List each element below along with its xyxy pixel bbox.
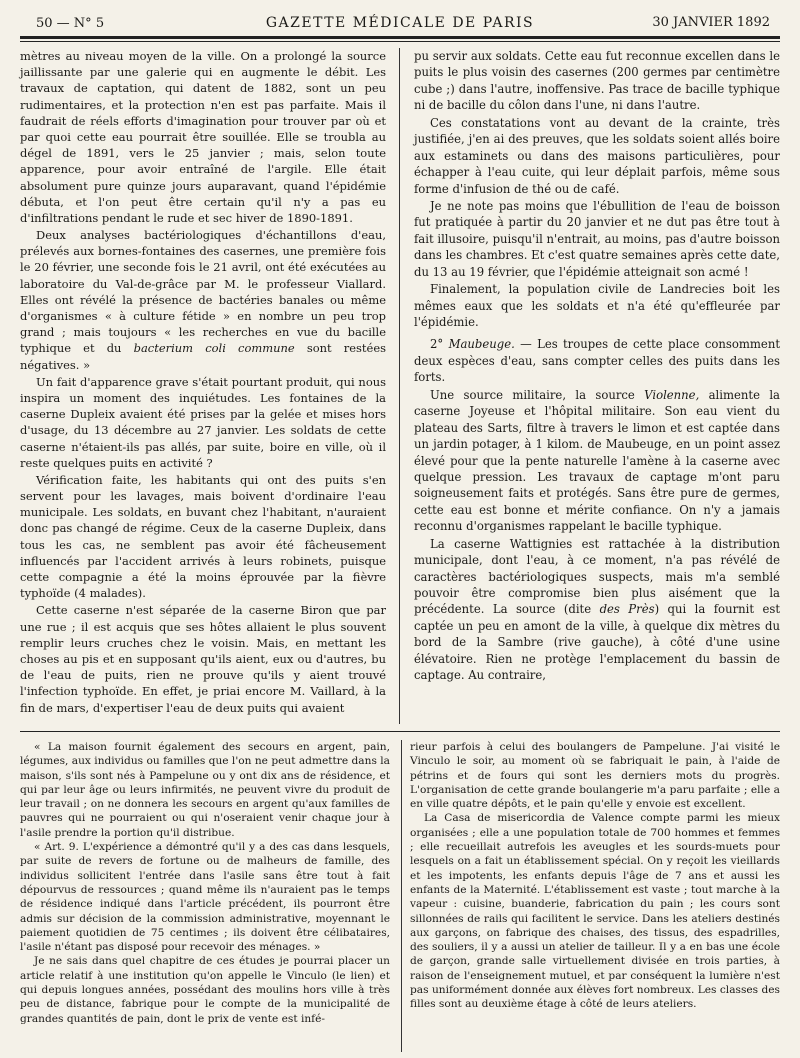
italic-term: bacterium coli commune: [133, 341, 295, 356]
paragraph: Finalement, la population civile de Landrecies boit les mêmes eaux que les soldats et n'a été qu'effleurée par l'épidémie.: [414, 282, 780, 329]
paragraph: rieur parfois à celui des boulangers de Pampelune. J'ai visité le Vinculo le soir, au moment où se fabriquait le pain, à l'aide de pétrins et de fours qui sont les derniers mots du progrès. L'organisation de cette grande boulangerie m'a paru parfaite ; elle a en ville quatre dépôts, et le pain qu'elle y envoie est excellent.: [410, 741, 780, 811]
paragraph: [20, 227, 386, 373]
text-run: Deux analyses bactériologiques d'échantillons d'eau, prélevés aux bornes-fontaines des casernes, une première fois le 20 février, une seconde fois le 21 avril, ont été exécutées au laboratoire du Val-de-grâce par M. le professeur Viallard. Elles ont révélé la présence de bactéries banales ou même d'organismes « à culture fétide » en nombre un peu trop grand ; mais toujours « les recherches en vue du bacille typhique et du: [20, 228, 386, 356]
text-run: Une source militaire, la source: [430, 387, 645, 402]
paragraph: mètres au niveau moyen de la ville. On a prolongé la source jaillissante par une galerie qui en augmente le débit. Les travaux de captation, qui datent de 1882, sont un peu rudimentaires, et la protection n'en est pas parfaite. Mais il faudrait de réels efforts d'imagination pour trouver par où et par quoi cette eau pourrait être souillée. Elle se troubla au dégel de 1891, vers le 25 janvier ; mais, selon toute apparence, pour avoir entraîné de l'argile. Elle était absolument pure quinze jours auparavant, quand l'épidémie débuta, et l'on peut être certain qu'il n'y a pas eu d'infiltrations pendant le rude et sec hiver de 1890-1891.: [20, 49, 386, 225]
feuilleton-right-column: [410, 740, 780, 1052]
italic-term: des Près: [599, 602, 655, 617]
page-number: 50 — N° 5: [36, 16, 105, 31]
feuilleton-left-column: [20, 740, 390, 1052]
text-run: alimente la caserne Joyeuse et l'hôpital militaire. Son eau vient du plateau des Sarts, filtre à travers le limon et est captée dans un jardin potager, à 1 kilom. de Maubeuge, en un point assez élevé pour que la pente naturelle l'amène à la caserne avec quelque pression. Les travaux de captage m'ont paru soigneusement faits et protégés. Sans être pure de germes, cette eau est bonne et mérite confiance. On n'y a jamais reconnu d'organismes rappelant le bacille typhique.: [414, 387, 780, 534]
page-header: [20, 10, 780, 36]
section-paragraph: [414, 336, 780, 385]
paragraph: [414, 387, 780, 535]
paragraph: « Art. 9. L'expérience a démontré qu'il y a des cas dans lesquels, par suite de revers de fortune ou de malheurs de famille, des individus sollicitent l'entrée dans l'asile sans être tout à fait dépourvus de ressources ; quand même ils n'auraient pas le temps de résidence indiqué dans l'article précédent, ils pourront être admis sur décision de la commission administrative, moyennant le paiement quotidien de 75 centimes ; ils doivent être célibataires, l'asile n'étant pas disposé pour recevoir des ménages. »: [20, 841, 390, 954]
column-divider: [399, 48, 400, 724]
issue-date: 30 JANVIER 1892: [652, 15, 770, 30]
section-number: 2°: [430, 337, 444, 352]
paragraph: pu servir aux soldats. Cette eau fut reconnue excellen dans le puits le plus voisin des casernes (200 germes par centimètre cube ;) dans l'autre, inoffensive. Pas trace de bacille typhique ni de bacille du côlon dans l'une, ni dans l'autre.: [414, 49, 780, 113]
section-place: Maubeuge.: [448, 337, 515, 352]
text-run: ) qui la fournit est captée un peu en amont de la ville, à quelque dix mètres du bord de la Sambre (rive gauche), à côté d'une usine élévatoire. Rien ne protège l'emplacement du bassin de captage. Au contraire,: [414, 602, 781, 683]
paragraph: Cette caserne n'est séparée de la caserne Biron que par une rue ; il est acquis que ses hôtes allaient le plus souvent remplir leurs cruches chez le voisin. Mais, en mettant les choses au pis et en supposant qu'ils aient, eux ou d'autres, bu de l'eau de puits, rien ne prouve qu'ils y aient trouvé l'infection typhoïde. En effet, je priai encore M. Vaillard, à la fin de mars, d'expertiser l'eau de deux puits qui avaient: [20, 603, 386, 715]
paragraph: Un fait d'apparence grave s'était pourtant produit, qui nous inspira un moment des inquiétudes. Les fontaines de la caserne Dupleix avaient été prises par la gelée et mises hors d'usage, du 13 décembre au 27 janvier. Les soldats de cette caserne n'étaient-ils pas allés, par suite, boire en ville, où il reste quelques puits en activité ?: [20, 374, 386, 470]
paragraph: Je ne sais dans quel chapitre de ces études je pourrai placer un article relatif à une institution qu'on appelle le Vinculo (le lien) et qui depuis longues années, possédant des moulins hors ville à très peu de distance, fabrique pour le compte de la municipalité de grandes quantités de pain, dont le prix de vente est infé-: [20, 955, 390, 1025]
paragraph: Ces constatations vont au devant de la crainte, très justifiée, j'en ai des preuves, que les soldats soient allés boire aux estaminets ou dans des maisons particulières, pour échapper à l'eau cuite, qui leur déplait parfois, même sous forme d'infusion de thé ou de café.: [414, 115, 780, 196]
paragraph: La Casa de misericordia de Valence compte parmi les mieux organisées ; elle a une population totale de 700 hommes et femmes ; elle recueillait autrefois les aveugles et les sourds-muets pour lesquels on a fait un établissement spécial. On y reçoit les vieillards et les impotents, les enfants depuis l'âge de 7 ans et aussi les enfants de la Maternité. L'établissement est vaste ; tout marche à la vapeur : cuisine, buanderie, fabrication du pain ; les cours sont sillonnées de rails qui facilitent le service. Dans les ateliers destinés aux garçons, on fabrique des chaises, des tissus, des espadrilles, des souliers, il y a aussi un atelier de tailleur. Il y a en bas une école de garçon, grande salle virtuellement divisée en trois parties, à raison de l'enseignement mutuel, et par conséquent la lumière n'est pas uniformément donnée aux élèves fort nombreux. Les classes des filles sont au deuxième étage à côté de leurs ateliers.: [410, 812, 780, 1011]
text-run: La caserne Wattignies est rattachée à la distribution municipale, dont l'eau, à ce moment, n'a pas révélé de caractères bactériologiques suspects, mais m'a semblé pouvoir être compromise bien plus aisément que la précédente. La source (dite: [414, 536, 780, 617]
italic-term: Violenne,: [644, 387, 700, 402]
feuilleton-rule: [20, 731, 780, 732]
main-right-column: [414, 48, 780, 724]
text-run: — Les troupes de cette place consomment deux espèces d'eau, sans compter celles des puits dans les forts.: [414, 337, 780, 385]
main-article: [20, 48, 780, 724]
paragraph: [414, 536, 780, 684]
header-rule: [20, 36, 780, 39]
feuilleton: [20, 740, 780, 1052]
paragraph: « La maison fournit également des secours en argent, pain, légumes, aux individus ou familles que l'on ne peut admettre dans la maison, s'ils sont nés à Pampelune ou y ont dix ans de résidence, et qui par leur âge ou leurs infirmités, ne peuvent vivre du produit de leur travail ; on ne donnera les secours en argent qu'aux familles de pauvres qui ne pourraient ou qui n'oseraient venir chaque jour à l'asile prendre la portion qu'il distribue.: [20, 741, 390, 839]
paragraph: Je ne note pas moins que l'ébullition de l'eau de boisson fut pratiquée à partir du 20 janvier et ne dut pas être tout à fait illusoire, puisqu'il n'entrait, au moins, pas d'autre boisson dans les chambres. Et c'est quatre semaines après cette date, du 13 au 19 février, que l'épidémie atteignait son acmé !: [414, 198, 780, 279]
paragraph: Vérification faite, les habitants qui ont des puits s'en servent pour les lavages, mais boivent d'ordinaire l'eau municipale. Les soldats, en buvant chez l'habitant, n'auraient donc pas changé de régime. Ceux de la caserne Dupleix, dans tous les cas, ne semblent pas avoir été fâcheusement influencés par l'accident arrivés à leurs robinets, puisque cette compagnie a été la moins éprouvée par la fièvre typhoïde (4 malades).: [20, 472, 386, 601]
column-divider: [401, 740, 402, 1052]
main-left-column: [20, 48, 386, 724]
header-rule-thin: [20, 41, 780, 42]
text-run: sont restées négatives. »: [20, 341, 386, 372]
journal-title: GAZETTE MÉDICALE DE PARIS: [265, 15, 535, 31]
